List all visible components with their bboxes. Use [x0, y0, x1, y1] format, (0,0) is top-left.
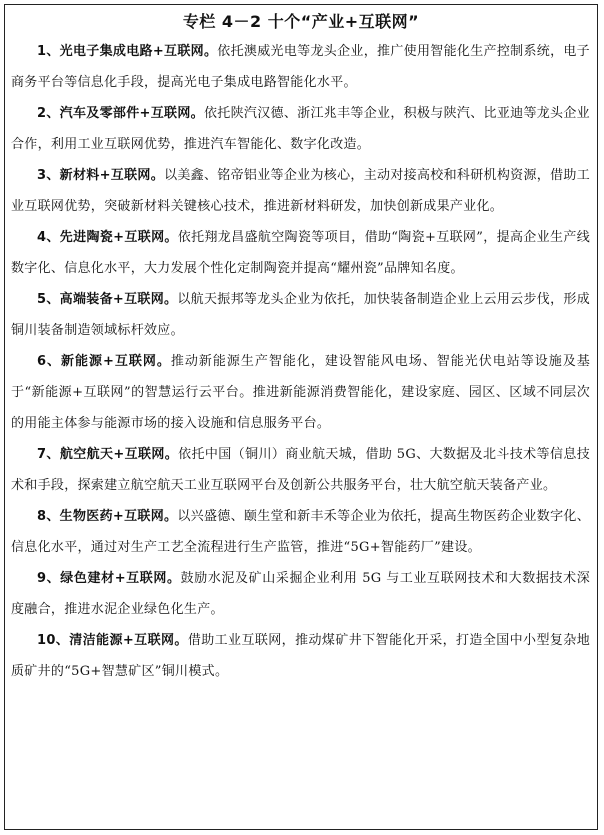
item-body: 以航天振邦等龙头企业为依托，加快装备制造企业上云用云步伐，形成铜川装备制造领域标杆效应。	[11, 292, 590, 338]
list-item	[5, 625, 597, 687]
list-item	[5, 222, 597, 284]
list-item	[5, 98, 597, 160]
item-heading: 高端装备+互联网。	[59, 292, 178, 307]
list-item	[5, 563, 597, 625]
item-heading: 光电子集成电路+互联网。	[59, 44, 218, 59]
item-heading: 新材料+互联网。	[59, 168, 165, 183]
item-body: 鼓励水泥及矿山采掘企业利用 5G 与工业互联网技术和大数据技术深度融合，推进水泥企业绿色化生产。	[11, 571, 590, 617]
item-heading: 绿色建材+互联网。	[60, 571, 181, 586]
item-number: 1、	[37, 44, 60, 59]
item-body: 以美鑫、铭帝铝业等企业为核心，主动对接高校和科研机构资源，借助工业互联网优势，突破新材料关键核心技术，推进新材料研发，加快创新成果产业化。	[11, 168, 590, 214]
item-body: 依托中国（铜川）商业航天城，借助 5G、大数据及北斗技术等信息技术和手段，探索建立航空航天工业互联网平台及创新公共服务平台，壮大航空航天装备产业。	[11, 447, 591, 493]
item-heading: 生物医药+互联网。	[59, 509, 178, 524]
item-heading: 汽车及零部件+互联网。	[59, 106, 204, 121]
item-number: 8、	[37, 509, 60, 524]
item-heading: 新能源+互联网。	[61, 354, 171, 369]
item-number: 10、	[37, 633, 70, 648]
item-body: 借助工业互联网，推动煤矿井下智能化开采，打造全国中小型复杂地质矿井的“5G+智慧矿区”铜川模式。	[11, 633, 590, 679]
list-item	[5, 36, 597, 98]
item-body: 依托翔龙昌盛航空陶瓷等项目，借助“陶瓷+互联网”，提高企业生产线数字化、信息化水平，大力发展个性化定制陶瓷并提高“耀州瓷”品牌知名度。	[11, 230, 590, 276]
item-number: 9、	[37, 571, 61, 586]
item-body: 以兴盛德、颐生堂和新丰禾等企业为依托，提高生物医药企业数字化、信息化水平，通过对生产工艺全流程进行生产监管，推进“5G+智能药厂”建设。	[11, 509, 590, 555]
item-number: 5、	[37, 292, 60, 307]
item-body: 依托澳威光电等龙头企业，推广使用智能化生产控制系统，电子商务平台等信息化手段，提高光电子集成电路智能化水平。	[11, 44, 590, 90]
item-number: 6、	[37, 354, 62, 369]
list-item	[5, 160, 597, 222]
list-item	[5, 501, 597, 563]
item-heading: 先进陶瓷+互联网。	[59, 230, 178, 245]
item-body: 依托陕汽汉德、浙江兆丰等企业，积极与陕汽、比亚迪等龙头企业合作，利用工业互联网优势，推进汽车智能化、数字化改造。	[11, 106, 590, 152]
list-item	[5, 439, 597, 501]
item-number: 4、	[37, 230, 60, 245]
column-title: 专栏 4－2 十个“产业+互联网”	[182, 12, 420, 31]
column-box	[4, 4, 598, 830]
list-item	[5, 346, 597, 439]
item-number: 2、	[37, 106, 60, 121]
item-body: 推动新能源生产智能化，建设智能风电场、智能光伏电站等设施及基于“新能源+互联网”的智慧运行云平台。推进新能源消费智能化，建设家庭、园区、区域不同层次的用能主体参与能源市场的接入设施和信息服务平台。	[11, 354, 590, 431]
item-heading: 清洁能源+互联网。	[69, 633, 188, 648]
item-heading: 航空航天+互联网。	[59, 447, 179, 462]
item-number: 7、	[37, 447, 60, 462]
item-number: 3、	[37, 168, 60, 183]
list-item	[5, 284, 597, 346]
